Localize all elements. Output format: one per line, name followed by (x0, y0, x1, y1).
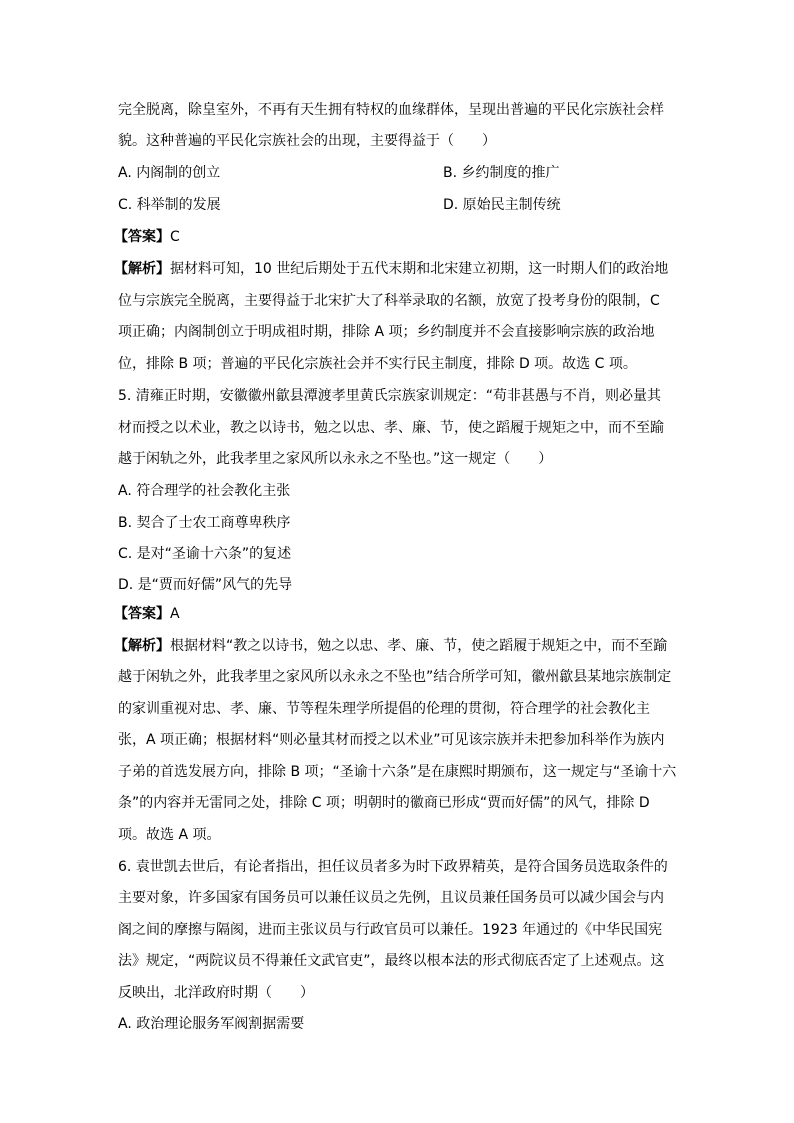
q5-answer-tag: 【答案】 (114, 606, 170, 622)
q4-analysis-line-4: 位，排除 B 项；普遍的平民化宗族社会并不实行民主制度，排除 D 项。故选 C 项。 (118, 356, 637, 372)
q5-stem-line-1: 5. 清雍正时期，安徽徽州歙县潭渡孝里黄氏宗族家训规定：“苟非甚愚与不肖，则必量其 (118, 388, 662, 404)
q6-option-a: A. 政治理论服务军阀割据需要 (118, 1016, 305, 1032)
q4-stem-line-1: 完全脱离，除皇室外，不再有天生拥有特权的血缘群体，呈现出普遍的平民化宗族社会样 (118, 102, 664, 118)
q5-analysis-line-3: 的家训重视对忠、孝、廉、节等程朱理学所提倡的伦理的贯彻，符合理学的社会教化主 (118, 701, 650, 717)
q5-analysis-line-5: 子弟的首选发展方向，排除 B 项；“圣谕十六条”是在康熙时期颁布，这一规定与“圣谕十六 (118, 764, 677, 780)
q6-stem-line-4: 法》规定，“两院议员不得兼任文武官吏”，最终以根本法的形式彻底否定了上述观点。这 (118, 953, 665, 969)
q6-stem-line-3: 阁之间的摩擦与隔阂，进而主张议员与行政官员可以兼任。1923 年通过的《中华民国宪 (118, 922, 663, 938)
q5-analysis-line-2: 越于闲轨之外，此我孝里之家风所以永永之不坠也”结合所学可知，徽州歙县某地宗族制定 (118, 669, 672, 685)
q5-answer-value: A (170, 606, 180, 622)
q4-answer (114, 227, 180, 247)
q4-stem-line-2: 貌。这种普遍的平民化宗族社会的出现，主要得益于（ ） (118, 133, 496, 149)
q4-answer-tag: 【答案】 (114, 229, 170, 245)
q4-answer-value: C (170, 229, 180, 245)
q5-stem-line-2: 材而授之以术业，教之以诗书，勉之以忠、孝、廉、节，使之蹈履于规矩之中，而不至踰 (118, 420, 664, 436)
q5-analysis-tag: 【解析】 (114, 638, 170, 654)
q5-analysis-text-1: 根据材料“教之以诗书，勉之以忠、孝、廉、节，使之蹈履于规矩之中，而不至踰 (170, 638, 668, 654)
q5-analysis-line-4: 张，A 项正确；根据材料“则必量其材而授之以术业”可见该宗族并未把参加科举作为族内 (118, 732, 665, 748)
q4-analysis-line-3: 项正确；内阁制创立于明成祖时期，排除 A 项；乡约制度并不会直接影响宗族的政治地 (118, 324, 655, 340)
q5-analysis-line-1 (114, 636, 667, 656)
q4-option-b: B. 乡约制度的推广 (443, 165, 560, 181)
q6-stem-line-5: 反映出，北洋政府时期（ ） (118, 985, 314, 1001)
q6-stem-line-1: 6. 袁世凯去世后，有论者指出，担任议员者多为时下政界精英，是符合国务员选取条件的 (118, 859, 668, 875)
q5-stem-line-3: 越于闲轨之外，此我孝里之家风所以永永之不坠也。”这一规定（ ） (118, 451, 553, 467)
q5-analysis-line-7: 项。故选 A 项。 (118, 827, 221, 843)
q4-analysis-tag: 【解析】 (114, 261, 170, 277)
q6-stem-line-2: 主要对象，许多国家有国务员可以兼任议员之先例，且议员兼任国务员可以减少国会与内 (118, 890, 664, 906)
q5-analysis-line-6: 条”的内容并无雷同之处，排除 C 项；明朝时的徽商已形成“贾而好儒”的风气，排除 D (118, 795, 650, 811)
q5-option-b: B. 契合了士农工商尊卑秩序 (118, 515, 291, 531)
q4-analysis-line-2: 位与宗族完全脱离，主要得益于北宋扩大了科举录取的名额，放宽了投考身份的限制，C (118, 293, 660, 309)
q4-option-d: D. 原始民主制传统 (443, 197, 561, 213)
q4-option-c: C. 科举制的发展 (118, 197, 221, 213)
q5-answer (114, 604, 180, 624)
q4-option-a: A. 内阁制的创立 (118, 165, 221, 181)
q5-option-a: A. 符合理学的社会教化主张 (118, 483, 291, 499)
q4-analysis-text-1: 据材料可知，10 世纪后期处于五代末期和北宋建立初期，这一时期人们的政治地 (170, 261, 669, 277)
q4-analysis-line-1 (114, 259, 668, 279)
q5-option-c: C. 是对“圣谕十六条”的复述 (118, 546, 292, 562)
q5-option-d: D. 是“贾而好儒”风气的先导 (118, 577, 293, 593)
